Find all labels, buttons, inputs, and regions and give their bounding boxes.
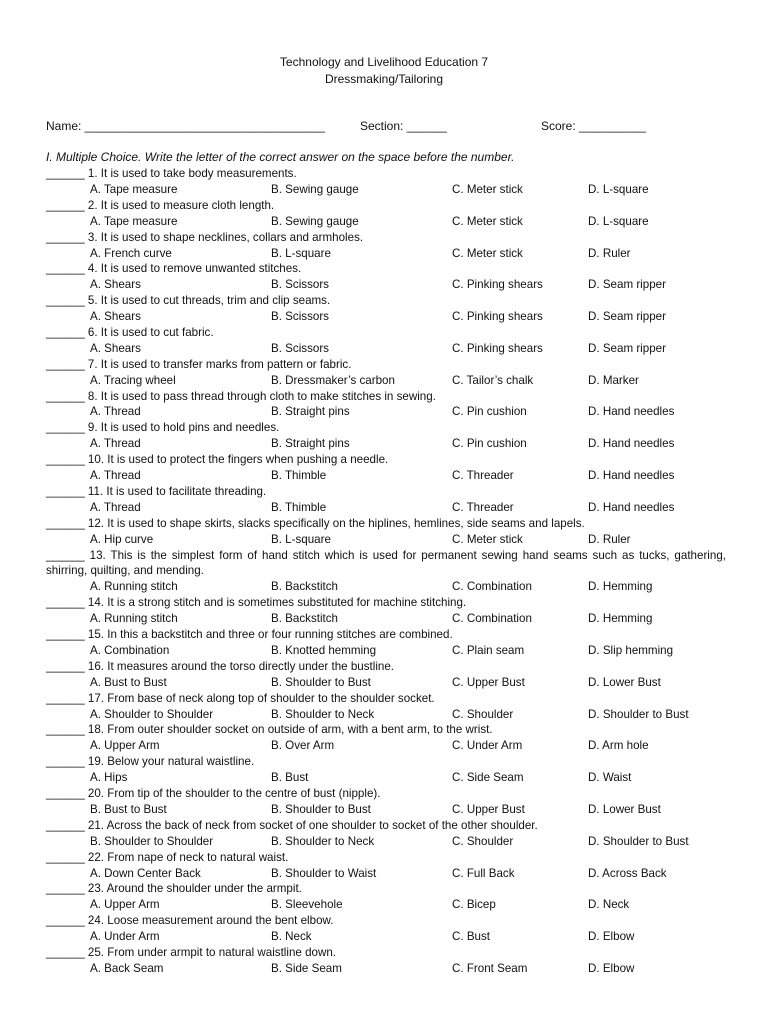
option-b: B. Shoulder to Bust [271,675,371,689]
option-c: C. Upper Bust [452,802,525,816]
question-stem: ______ 9. It is used to hold pins and needles. [46,421,280,435]
option-c: C. Full Back [452,866,515,880]
option-a: A. Tracing wheel [90,373,176,387]
option-d: D. Hand needles [588,469,675,483]
option-c: C. Combination [452,612,532,626]
answer-options [46,373,726,389]
option-a: A. Shoulder to Shoulder [90,707,214,721]
question-item [46,691,726,723]
option-a: A. French curve [90,246,172,260]
question-stem: ______ 11. It is used to facilitate threading. [46,484,267,498]
option-d: D. Marker [588,373,639,387]
answer-options [46,643,726,659]
question-item [46,484,726,516]
option-a: A. Shears [90,341,141,355]
option-b: B. Dressmaker’s carbon [271,373,395,387]
question-stem: ______ 6. It is used to cut fabric. [46,325,214,339]
option-b: B. Shoulder to Neck [271,834,375,848]
option-a: A. Shears [90,310,141,324]
option-a: A. Tape measure [90,182,178,196]
answer-options [46,468,726,484]
option-b: B. Neck [271,930,312,944]
option-c: C. Pinking shears [452,341,543,355]
option-d: D. Seam ripper [588,310,666,324]
option-d: D. Lower Bust [588,802,661,816]
option-d: D. Hemming [588,580,653,594]
question-item [46,230,726,262]
question-item [46,627,726,659]
option-a: A. Upper Arm [90,898,160,912]
question-stem: ______ 17. From base of neck along top of shoulder to the shoulder socket. [46,691,435,705]
section-field: Section: ______ [360,119,447,133]
option-c: C. Front Seam [452,961,528,975]
answer-options [46,866,726,882]
question-stem: ______ 3. It is used to shape necklines, collars and armholes. [46,230,364,244]
question-item [46,913,726,945]
document-subtitle: Dressmaking/Tailoring [324,72,444,86]
option-a: A. Thread [90,500,141,514]
option-c: C. Pinking shears [452,278,543,292]
question-stem: ______ 1. It is used to take body measurements. [46,167,297,180]
option-b: B. Sewing gauge [271,182,359,196]
option-c: C. Shoulder [452,707,514,721]
option-a: A. Down Center Back [90,866,201,880]
option-b: B. Straight pins [271,405,350,419]
option-b: B. Over Arm [271,739,335,753]
option-d: D. Arm hole [588,739,649,753]
option-b: B. Backstitch [271,580,339,594]
question-stem: ______ 12. It is used to shape skirts, slacks specifically on the hiplines, hemlines, side seams and lapels. [46,516,585,530]
option-d: D. Seam ripper [588,341,666,355]
question-item [46,420,726,452]
option-b: B. Side Seam [271,961,342,975]
option-c: C. Meter stick [452,246,523,260]
answer-options [46,675,726,691]
option-d: D. Elbow [588,930,635,944]
option-c: C. Bicep [452,898,496,912]
option-d: D. Shoulder to Bust [588,707,689,721]
answer-options [46,738,726,754]
option-d: D. Hand needles [588,405,675,419]
question-stem: ______ 14. It is a strong stitch and is sometimes substituted for machine stitching. [46,596,467,610]
question-stem: ______ 23. Around the shoulder under the armpit. [46,882,302,896]
answer-options [46,214,726,230]
answer-options [46,309,726,325]
question-item [46,357,726,389]
option-d: D. Slip hemming [588,643,674,657]
question-stem: ______ 22. From nape of neck to natural waist. [46,850,289,864]
option-c: C. Under Arm [452,739,523,753]
answer-options [46,532,726,548]
option-b: B. Thimble [271,469,327,483]
option-c: C. Upper Bust [452,675,525,689]
question-stem: ______ 24. Loose measurement around the bent elbow. [46,914,334,928]
question-stem: ______ 8. It is used to pass thread through cloth to make stitches in sewing. [46,389,436,403]
answer-options [46,770,726,786]
question-item [46,850,726,882]
option-d: D. Shoulder to Bust [588,834,689,848]
option-b: B. Shoulder to Waist [271,866,377,880]
document-title: Technology and Livelihood Education 7 [279,55,489,69]
option-d: D. L-square [588,214,649,228]
option-a: B. Bust to Bust [90,802,167,816]
option-c: C. Threader [452,469,514,483]
answer-options [46,707,726,723]
option-b: B. Shoulder to Neck [271,707,375,721]
option-a: A. Thread [90,437,141,451]
option-a: A. Shears [90,278,141,292]
question-item [46,548,726,596]
question-stem: ______ 19. Below your natural waistline. [46,755,255,769]
option-a: A. Under Arm [90,930,160,944]
option-b: B. Scissors [271,310,329,324]
answer-options [46,961,726,977]
name-field: Name: ____________________________________ [46,119,325,133]
question-stem: ______ 20. From tip of the shoulder to the centre of bust (nipple). [46,787,381,801]
option-b: B. Bust [271,771,309,785]
instructions: I. Multiple Choice. Write the letter of the correct answer on the space before the number. [46,150,515,164]
option-a: A. Combination [90,643,170,657]
option-d: D. Elbow [588,961,635,975]
question-stem: ______ 25. From under armpit to natural waistline down. [46,946,337,960]
option-a: A. Thread [90,405,141,419]
question-stem: ______ 7. It is used to transfer marks from pattern or fabric. [46,357,352,371]
option-a: A. Tape measure [90,214,178,228]
option-c: C. Meter stick [452,182,523,196]
question-item [46,166,726,198]
option-d: D. Lower Bust [588,675,661,689]
answer-options [46,834,726,850]
option-d: D. Seam ripper [588,278,666,292]
option-c: C. Meter stick [452,214,523,228]
answer-options [46,897,726,913]
answer-options [46,929,726,945]
option-d: D. Hand needles [588,437,675,451]
option-a: A. Running stitch [90,612,178,626]
option-c: C. Pinking shears [452,310,543,324]
option-b: B. Backstitch [271,612,339,626]
option-a: B. Shoulder to Shoulder [90,834,214,848]
option-c: C. Bust [452,930,491,944]
option-a: A. Running stitch [90,580,178,594]
question-stem: ______ 18. From outer shoulder socket on outside of arm, with a bent arm, to the wrist. [46,723,493,737]
question-item [46,452,726,484]
question-item [46,516,726,548]
question-item [46,261,726,293]
answer-options [46,500,726,516]
question-item [46,389,726,421]
question-stem: ______ 16. It measures around the torso directly under the bustline. [46,659,395,673]
answer-options [46,277,726,293]
option-b: B. Scissors [271,278,329,292]
score-field: Score: __________ [541,119,646,133]
option-c: C. Shoulder [452,834,514,848]
option-c: C. Pin cushion [452,405,527,419]
option-d: D. L-square [588,182,649,196]
question-list [46,166,726,977]
option-a: A. Hips [90,771,128,785]
question-item [46,659,726,691]
option-d: D. Hand needles [588,500,675,514]
option-c: C. Plain seam [452,643,525,657]
option-a: A. Hip curve [90,532,154,546]
option-a: A. Upper Arm [90,739,160,753]
option-d: D. Neck [588,898,630,912]
question-item [46,786,726,818]
option-d: D. Waist [588,771,632,785]
question-stem: ______ 21. Across the back of neck from socket of one shoulder to socket of the other shoulder. [46,818,538,832]
answer-options [46,404,726,420]
option-b: B. L-square [271,246,331,260]
option-b: B. Sewing gauge [271,214,359,228]
option-c: C. Threader [452,500,514,514]
option-b: B. Scissors [271,341,329,355]
question-item [46,595,726,627]
option-b: B. Shoulder to Bust [271,802,371,816]
question-item [46,881,726,913]
answer-options [46,436,726,452]
option-d: D. Ruler [588,246,631,260]
answer-options [46,341,726,357]
option-b: B. Thimble [271,500,327,514]
option-c: C. Tailor’s chalk [452,373,534,387]
answer-options [46,182,726,198]
question-item [46,754,726,786]
question-item [46,325,726,357]
option-c: C. Combination [452,580,532,594]
answer-options [46,611,726,627]
option-b: B. Straight pins [271,437,350,451]
question-stem: ______ 4. It is used to remove unwanted stitches. [46,262,302,276]
answer-options [46,246,726,262]
question-stem: ______ 5. It is used to cut threads, trim and clip seams. [46,294,331,308]
option-c: C. Pin cushion [452,437,527,451]
question-stem: ______ 15. In this a backstitch and three or four running stitches are combined. [46,628,453,642]
question-item [46,945,726,977]
question-stem: ______ 2. It is used to measure cloth length. [46,198,275,212]
option-c: C. Side Seam [452,771,524,785]
option-a: A. Back Seam [90,961,164,975]
option-c: C. Meter stick [452,532,523,546]
question-stem: ______ 13. This is the simplest form of hand stitch which is used for permanent sewing hand seams such as tucks, gathering, shirring, quilting, and mending. [46,548,726,578]
option-a: A. Bust to Bust [90,675,167,689]
option-b: B. Knotted hemming [271,643,377,657]
answer-options [46,802,726,818]
option-b: B. Sleevehole [271,898,343,912]
option-b: B. L-square [271,532,331,546]
option-d: D. Hemming [588,612,653,626]
question-stem: ______ 10. It is used to protect the fingers when pushing a needle. [46,453,389,467]
answer-options [46,579,726,595]
option-d: D. Across Back [588,866,667,880]
question-item [46,198,726,230]
question-item [46,722,726,754]
question-item [46,818,726,850]
option-a: A. Thread [90,469,141,483]
question-item [46,293,726,325]
option-d: D. Ruler [588,532,631,546]
